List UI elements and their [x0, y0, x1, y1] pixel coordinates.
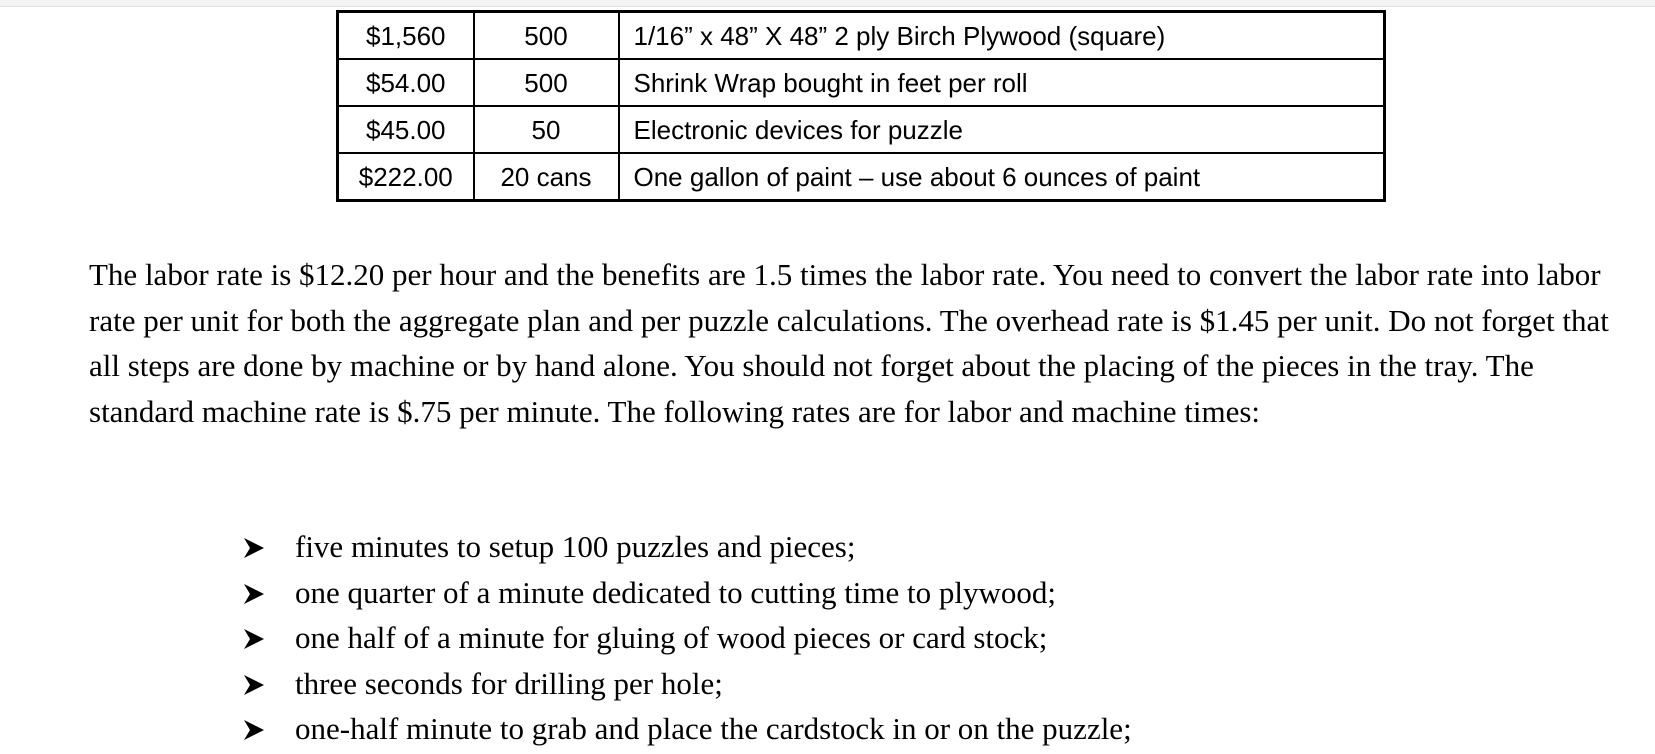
cost-cell: $45.00: [338, 106, 474, 153]
arrowhead-bullet-icon: [243, 674, 265, 696]
list-item: [240, 706, 1132, 752]
table-row: [338, 106, 1385, 153]
list-item: [240, 524, 1132, 570]
table-row: [338, 59, 1385, 106]
labor-rate-paragraph: The labor rate is $12.20 per hour and the benefits are 1.5 times the labor rate. You need to convert the labor rate into labor rate per unit for both the aggregate plan and per puzzle calculations. The overhead rate is $1.45 per unit. Do not forget that all steps are done by machine or by hand alone. You should not forget about the placing of the pieces in the tray. The standard machine rate is $.75 per minute. The following rates are for labor and machine times:: [89, 257, 1609, 429]
list-item-text: one-half minute to grab and place the cardstock in or on the puzzle;: [295, 711, 1132, 746]
arrowhead-bullet-icon: [243, 537, 265, 559]
table-row: [338, 153, 1385, 201]
description-cell: 1/16” x 48” X 48” 2 ply Birch Plywood (square): [619, 12, 1385, 60]
page-top-edge: [0, 0, 1655, 7]
cost-cell: $222.00: [338, 153, 474, 201]
description-cell: Shrink Wrap bought in feet per roll: [619, 59, 1385, 106]
list-item-text: one half of a minute for gluing of wood pieces or card stock;: [295, 620, 1048, 655]
labor-machine-times-list: [240, 524, 1132, 752]
quantity-cell: 500: [474, 59, 619, 106]
description-cell: One gallon of paint – use about 6 ounces of paint: [619, 153, 1385, 201]
arrowhead-bullet-icon: [243, 719, 265, 741]
description-cell: Electronic devices for puzzle: [619, 106, 1385, 153]
list-item: [240, 570, 1132, 616]
quantity-cell: 500: [474, 12, 619, 60]
list-item-text: five minutes to setup 100 puzzles and pieces;: [295, 529, 856, 564]
arrowhead-bullet-icon: [243, 583, 265, 605]
arrowhead-bullet-icon: [243, 628, 265, 650]
list-item-text: one quarter of a minute dedicated to cutting time to plywood;: [295, 574, 1057, 610]
list-item-text: three seconds for drilling per hole;: [295, 665, 723, 701]
quantity-cell: 20 cans: [474, 153, 619, 201]
list-item: [240, 661, 1132, 707]
list-item: [240, 615, 1132, 661]
cost-cell: $54.00: [338, 59, 474, 106]
cost-cell: $1,560: [338, 12, 474, 60]
materials-cost-table: [336, 10, 1386, 202]
quantity-cell: 50: [474, 106, 619, 153]
table-row: [338, 12, 1385, 60]
